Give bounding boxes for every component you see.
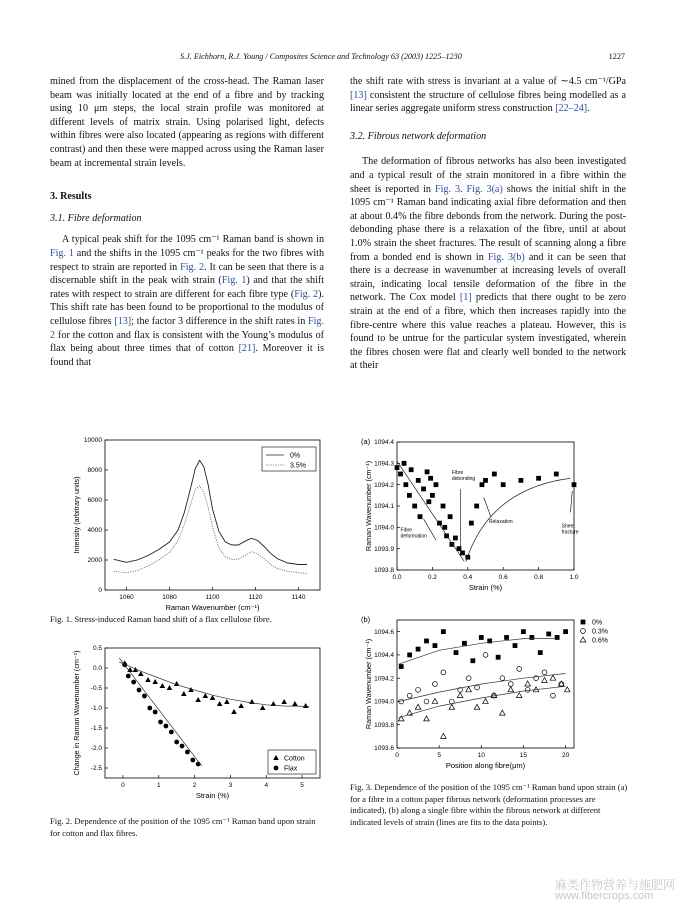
x-tick-label: 0.0 [392, 574, 402, 581]
data-point [469, 521, 474, 526]
y-tick-label: 6000 [87, 497, 102, 505]
data-point [441, 504, 446, 509]
plot-frame [397, 442, 574, 570]
plot-frame [397, 620, 574, 748]
data-point-0.6% [542, 678, 548, 683]
data-point-0.6% [500, 710, 506, 715]
x-axis-label: Strain (%) [195, 791, 230, 800]
annotation-deformation-l2: deformation [400, 533, 427, 540]
x-tick-label: 4 [264, 782, 269, 789]
data-point [554, 472, 559, 477]
data-point-0% [555, 635, 560, 640]
data-point-cotton [281, 699, 287, 704]
y-tick-label: 4000 [87, 527, 102, 535]
data-point [519, 478, 524, 483]
fit-line-0% [399, 639, 557, 665]
fit-line-flax [119, 658, 202, 766]
x-tick-label: 5 [300, 782, 304, 789]
y-tick-label: 2000 [87, 557, 102, 565]
data-point-0.6% [441, 733, 447, 738]
x-tick-label: 0.4 [463, 574, 473, 581]
annotation-debonding-l2: debonding [451, 476, 476, 482]
data-point [501, 482, 506, 487]
legend-marker [580, 637, 586, 642]
figure-1-caption: Fig. 1. Stress-induced Raman band shift of a flax cellulose fibre. [50, 614, 272, 624]
data-point-0% [454, 650, 459, 655]
paragraph-shift-rate: the shift rate with stress is invariant at a value of ∼4.5 cm⁻¹/GPa [13] consistent the structure of cellulose fibres being modelled as a linear series aggregate uniform stress construction [22–24]. [350, 76, 626, 115]
data-point-0% [496, 655, 501, 660]
data-point-0.3% [424, 699, 429, 704]
data-point-0.3% [500, 676, 505, 681]
data-point-flax [185, 750, 190, 755]
data-point [425, 469, 430, 474]
legend-label: Flax [284, 765, 298, 773]
y-tick-label: 1093.8 [374, 721, 394, 729]
data-point [418, 514, 423, 519]
data-point-0.3% [416, 687, 421, 692]
data-point-0.3% [441, 670, 446, 675]
data-point-0.6% [508, 687, 514, 692]
x-tick-label: 1100 [205, 594, 220, 601]
y-tick-label: 1094.0 [374, 524, 394, 532]
data-point-cotton [231, 709, 237, 714]
data-point [430, 493, 435, 498]
y-tick-label: 1094.2 [374, 675, 394, 683]
x-tick-label: 10 [477, 752, 485, 759]
data-point-0% [441, 629, 446, 634]
annotation-fracture-l1: Sheet [561, 523, 575, 530]
annotation-fracture-l2: fracture [561, 529, 579, 536]
data-point-0.6% [516, 693, 522, 698]
x-tick-label: 2 [192, 782, 197, 789]
data-point-flax [158, 720, 163, 725]
link-ref-22-24[interactable]: [22–24] [555, 103, 588, 115]
figure-3a-chart [355, 432, 625, 602]
data-point-0.6% [474, 704, 480, 709]
figure-3-caption: Fig. 3. Dependence of the position of the 1095 cm⁻¹ Raman band upon strain (a) for a fibre in a cotton paper fibrous network (deformation processes are indicated), (b) along a single fibre within the fibrous network at different indicated levels of strain (lines are fits to the data points). [350, 782, 628, 827]
figure-2-caption: Fig. 2. Dependence of the position of the 1095 cm⁻¹ Raman band upon strain for cotton and flax fibres. [50, 816, 316, 838]
running-header: S.J. Eichhorn, R.J. Young / Composites Science and Technology 63 (2003) 1225–1230 [180, 52, 462, 61]
data-point-0.3% [551, 693, 556, 698]
data-point-0.3% [517, 666, 522, 671]
data-point [398, 472, 403, 477]
y-axis-label: Raman Wavenumber (cm⁻¹) [364, 638, 373, 730]
data-point-cotton [195, 697, 201, 702]
x-tick-label: 0.6 [498, 574, 508, 581]
x-tick-label: 5 [437, 752, 441, 759]
y-tick-label: 0.5 [92, 645, 102, 653]
data-point-0.3% [466, 676, 471, 681]
data-point [483, 478, 488, 483]
data-point-0.3% [433, 682, 438, 687]
figure-1-chart [60, 432, 330, 612]
left-column [50, 75, 324, 369]
x-tick-label: 1080 [162, 594, 177, 601]
data-point-cotton [292, 701, 298, 706]
data-point-0.6% [457, 693, 463, 698]
data-point [536, 476, 541, 481]
legend-label: 0% [290, 452, 301, 460]
annotation-debonding-l1: Fibre [451, 470, 464, 476]
y-tick-label: 1094.0 [374, 698, 394, 706]
data-point-0.6% [483, 698, 489, 703]
data-point-cotton [303, 703, 309, 708]
panel-label: (b) [361, 615, 371, 624]
legend-label: Cotton [284, 755, 305, 763]
data-point [395, 465, 400, 470]
y-axis-label: Change in Raman Wavenumber (cm⁻¹) [72, 650, 81, 776]
y-tick-label: 1094.4 [374, 652, 394, 660]
data-point-0% [513, 643, 518, 648]
data-point-0% [546, 632, 551, 637]
y-tick-label: 1094.3 [374, 460, 394, 468]
data-point-0.3% [525, 687, 530, 692]
y-tick-label: -0.5 [90, 685, 102, 693]
data-point-0% [521, 629, 526, 634]
data-point-flax [137, 688, 142, 693]
x-tick-label: 0 [121, 782, 125, 789]
x-tick-label: 1120 [248, 594, 263, 601]
link-ref-1[interactable]: [1] [459, 292, 472, 304]
data-point-0.3% [508, 682, 513, 687]
x-tick-label: 0.2 [427, 574, 437, 581]
data-point-cotton [160, 683, 166, 688]
series-line-0% [114, 460, 308, 564]
data-point [492, 472, 497, 477]
heading-results: 3. Results [50, 191, 92, 203]
data-point-0% [504, 635, 509, 640]
data-point [453, 536, 458, 541]
heading-network-deformation: 3.2. Fibrous network deformation [350, 130, 487, 142]
y-tick-label: -2.0 [90, 745, 102, 753]
data-point-cotton [217, 701, 223, 706]
data-point-0% [399, 664, 404, 669]
legend-label: 0.3% [592, 628, 608, 636]
data-point [409, 467, 414, 472]
data-point-0.6% [525, 681, 531, 686]
x-tick-label: 3 [228, 782, 233, 789]
data-point [434, 482, 439, 487]
trend-line-relaxation [466, 478, 570, 561]
x-tick-label: 0 [395, 752, 399, 759]
data-point-cotton [145, 677, 151, 682]
fit-line-0.3% [399, 674, 566, 702]
data-point-0% [407, 653, 412, 658]
data-point [407, 493, 412, 498]
data-point [460, 551, 465, 556]
x-tick-label: 1060 [119, 594, 134, 601]
data-point-0.6% [449, 704, 455, 709]
link-ref-13[interactable]: [13] [350, 89, 367, 101]
link-ref-21[interactable]: [21] [238, 343, 256, 355]
watermark-cn: 麻类作物营养与施肥网 [555, 878, 676, 892]
data-point-flax [147, 706, 152, 711]
link-fig2[interactable]: Fig. 2 [180, 261, 205, 273]
y-tick-label: 8000 [87, 467, 102, 475]
data-point [428, 476, 433, 481]
y-axis-label: Intensity (arbitrary units) [72, 476, 81, 554]
data-point-0% [479, 635, 484, 640]
annotation-arrow [484, 497, 491, 516]
annotation-arrow [570, 491, 572, 512]
paragraph-network-deformation: The deformation of fibrous networks has also been investigated and a typical result of the strain monitored in a fibre within the sheet is reported in Fig. 3. Fig. 3(a) shows the initial shift in the 1095 cm⁻¹ Raman band indicating axial fibre deformation and then at about 0.4% the fibre debonds from the network. During the post-debonding phase there is a relaxation of the fibre, until at about 1.0% strain the sheet fractures. The result of scanning along a fibre from a bonded end is shown in Fig. 3(b) and it can be seen that there is a decrease in wavenumber at increasing levels of overall strain, indicating local tensile deformation of the fibre in the network. The Cox model [1] predicts that there ought to be zero strain at the end of a fibre, which then increases rapidly into the fibre-centre where this value reaches a plateau. However, this is found to be untrue for the particular system investigated, wherein the fibres chosen were flat and clearly well bonded to the network at their [350, 156, 627, 372]
y-tick-label: -2.5 [90, 765, 102, 773]
data-point [572, 482, 577, 487]
data-point-flax [190, 758, 195, 763]
data-point-cotton [260, 705, 266, 710]
data-point-0.6% [466, 687, 472, 692]
legend-label: 0% [592, 619, 603, 627]
data-point [416, 478, 421, 483]
data-point-0.6% [550, 675, 556, 680]
link-fig3[interactable]: Fig. 3 [434, 183, 460, 195]
data-point-0.3% [475, 685, 480, 690]
page-number: 1227 [608, 52, 625, 61]
y-tick-label: 1093.6 [374, 745, 394, 753]
data-point-0% [538, 650, 543, 655]
data-point-0.6% [415, 704, 421, 709]
data-point-cotton [167, 685, 173, 690]
x-tick-label: 20 [561, 752, 570, 759]
data-point-flax [126, 674, 131, 679]
fit-line-0.6% [399, 686, 566, 717]
data-point [412, 504, 417, 509]
panel-label: (a) [361, 437, 371, 446]
data-point-0.3% [483, 653, 488, 658]
data-point [448, 514, 453, 519]
legend-box [262, 447, 316, 471]
data-point-flax [164, 724, 169, 729]
y-tick-label: 1093.9 [374, 545, 394, 553]
data-point [426, 499, 431, 504]
data-point-0.3% [407, 693, 412, 698]
y-axis-label: Raman Wavenumber (cm⁻¹) [364, 460, 373, 552]
data-point-flax [131, 680, 136, 685]
data-point-0% [462, 641, 467, 646]
data-point-flax [174, 740, 179, 745]
data-point [421, 487, 426, 492]
link-ref-13[interactable]: [13] [114, 315, 132, 327]
paragraph-fibre-deformation: A typical peak shift for the 1095 cm⁻¹ Raman band is shown in Fig. 1 and the shifts in the 1095 cm⁻¹ peaks for the two fibres with respect to strain are reported in Fig. 2. It can be seen that there is a discernable shift in the peak with strain (Fig. 1) and that the shift rates with respect to strain are different for each fibre type (Fig. 2). This shift rate has been found to be proportional to the modulus of cellulose fibres [13]; the factor 3 difference in the shift rates in Fig. 2 for the cotton and flax is consistent with the Young’s modulus of flax being about three times that of cotton [21]. Moreover it is found that [50, 234, 325, 368]
y-tick-label: 1093.8 [374, 567, 394, 575]
data-point-0.6% [424, 716, 430, 721]
link-fig1[interactable]: Fig. 1 [221, 275, 247, 287]
link-fig3b[interactable]: Fig. 3(b) [487, 251, 525, 263]
x-axis-label: Raman Wavenumber (cm⁻¹) [165, 603, 260, 612]
data-point-0.6% [564, 687, 570, 692]
y-tick-label: 1094.1 [374, 503, 394, 511]
x-tick-label: 15 [519, 752, 528, 759]
y-tick-label: 10000 [83, 437, 102, 445]
annotation-deformation-l1: Fibre [400, 527, 412, 534]
link-fig2[interactable]: Fig. 2 [50, 315, 324, 341]
data-point-flax [169, 730, 174, 735]
data-point [442, 525, 447, 530]
y-tick-label: 0.0 [92, 665, 102, 673]
y-tick-label: 0 [98, 587, 102, 595]
paragraph-methods-end: mined from the displacement of the cross-head. The Raman laser beam was initially located at the end of a fibre and by tracking using 10 μm steps, the local strain profile was monitored at different levels of matrix strain. Using polarised light, defects within fibres were also located (appearing as regions with different contrast) and then these were mapped across using the Raman laser beam at incremental strain levels. [50, 76, 324, 169]
data-point-0.3% [542, 670, 547, 675]
y-tick-label: 1094.6 [374, 628, 394, 636]
x-axis-label: Strain (%) [468, 583, 503, 592]
x-tick-label: 1.0 [569, 574, 579, 581]
data-point-0% [529, 635, 534, 640]
x-tick-label: 0.8 [534, 574, 544, 581]
data-point-cotton [181, 691, 187, 696]
legend-label: 3.5% [290, 462, 306, 470]
data-point-0% [433, 643, 438, 648]
x-tick-label: 1 [156, 782, 161, 789]
data-point-flax [153, 710, 158, 715]
x-tick-label: 1140 [291, 594, 306, 601]
data-point-cotton [238, 703, 244, 708]
heading-fibre-deformation: 3.1. Fibre deformation [50, 212, 142, 224]
right-column [350, 75, 626, 373]
data-point [480, 482, 485, 487]
data-point-0% [424, 639, 429, 644]
y-tick-label: 1094.4 [374, 439, 394, 447]
x-axis-label: Position along fibre(μm) [445, 761, 526, 770]
data-point-cotton [152, 679, 158, 684]
y-tick-label: -1.0 [90, 705, 102, 713]
figure-3b-chart [355, 610, 625, 780]
annotation-relaxation: Relaxation [489, 519, 513, 526]
watermark-url: www.fibercrops.com [555, 890, 654, 902]
data-point-cotton [224, 699, 230, 704]
link-fig1[interactable]: Fig. 1 [50, 247, 74, 259]
data-point-0% [470, 658, 475, 663]
data-point-0% [563, 629, 568, 634]
data-point-0.6% [432, 698, 438, 703]
figure-2-chart [60, 640, 330, 810]
legend-marker [581, 629, 586, 634]
data-point [474, 504, 479, 509]
data-point-0% [416, 647, 421, 652]
y-tick-label: -1.5 [90, 725, 102, 733]
data-point-flax [142, 694, 147, 699]
legend-label: 0.6% [592, 637, 608, 645]
data-point-flax [180, 744, 185, 749]
link-fig3a[interactable]: Fig. 3(a) [466, 183, 503, 195]
legend-marker [274, 766, 279, 771]
link-fig2[interactable]: Fig. 2 [294, 288, 319, 300]
y-tick-label: 1094.2 [374, 481, 394, 489]
legend-marker [581, 620, 586, 625]
data-point [402, 461, 407, 466]
data-point [403, 482, 408, 487]
